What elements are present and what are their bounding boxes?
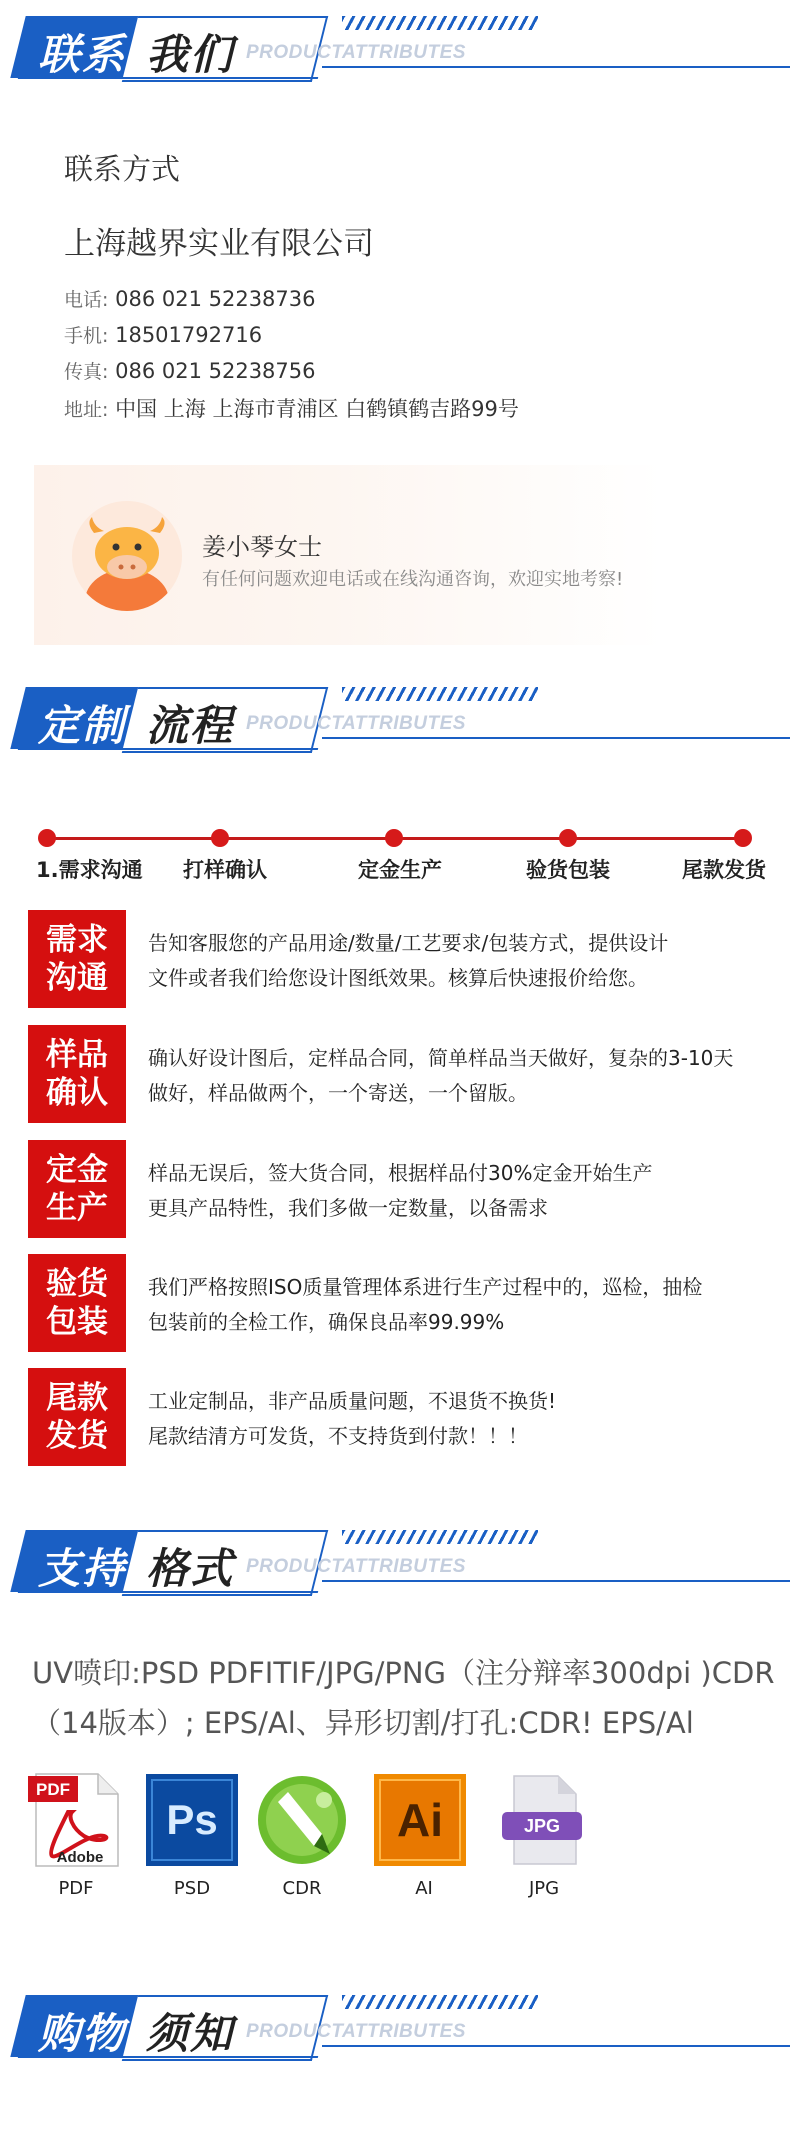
process-timeline bbox=[0, 820, 790, 900]
timeline-dot bbox=[38, 829, 56, 847]
section-title-part1: 联系 bbox=[38, 30, 127, 79]
coreldraw-icon bbox=[254, 1772, 350, 1868]
fax-value: 086 021 52238756 bbox=[115, 359, 316, 383]
step-badge-line2: 生产 bbox=[46, 1190, 108, 1226]
step-text-line1: 确认好设计图后，定样品合同，简单样品当天做好，复杂的3-10天 bbox=[148, 1046, 734, 1070]
section-title-part2: 我们 bbox=[146, 30, 235, 79]
mobile-value: 18501792716 bbox=[115, 323, 263, 347]
timeline-label: 打样确认 bbox=[183, 858, 267, 882]
section-title-part1: 购物 bbox=[38, 2009, 127, 2058]
jpg-icon bbox=[496, 1772, 592, 1868]
company-name: 上海越界实业有限公司 bbox=[64, 226, 374, 262]
psd-badge-text: Ps bbox=[166, 1796, 218, 1843]
photoshop-icon bbox=[144, 1772, 240, 1868]
header-stripes bbox=[342, 1995, 538, 2009]
step-text-line2: 更具产品特性，我们多做一定数量，以备需求 bbox=[148, 1196, 548, 1220]
avatar bbox=[72, 501, 182, 611]
header-rule bbox=[322, 1580, 790, 1582]
step-text-line1: 告知客服您的产品用途/数量/工艺要求/包装方式，提供设计 bbox=[148, 931, 669, 955]
timeline-label: 1.需求沟通 bbox=[36, 858, 143, 882]
step-badge bbox=[28, 1140, 126, 1238]
format-label-psd: PSD bbox=[173, 1878, 211, 1899]
header-rule bbox=[322, 737, 790, 739]
phone-label: 电话: bbox=[64, 289, 109, 311]
jpg-badge-text: JPG bbox=[523, 1816, 561, 1836]
mobile-row bbox=[64, 321, 262, 348]
step-text bbox=[148, 1384, 556, 1454]
step-text-line2: 包装前的全检工作，确保良品率99.99% bbox=[148, 1310, 505, 1334]
step-text bbox=[148, 1041, 733, 1111]
step-item bbox=[28, 1254, 768, 1352]
step-badge-line2: 沟通 bbox=[46, 960, 108, 996]
step-badge-line2: 包装 bbox=[46, 1304, 108, 1340]
contact-desc: 有任何问题欢迎电话或在线沟通咨询，欢迎实地考察! bbox=[202, 569, 624, 590]
timeline-dot bbox=[211, 829, 229, 847]
format-label-ai: AI bbox=[415, 1878, 433, 1899]
step-text-line2: 尾款结清方可发货，不支持货到付款！！！ bbox=[148, 1424, 528, 1448]
header-stripes bbox=[342, 1530, 538, 1544]
contact-name: 姜小琴女士 bbox=[202, 533, 322, 561]
ox-mascot-icon bbox=[72, 501, 182, 611]
header-stripes bbox=[342, 687, 538, 701]
section-subtitle: PRODUCTATTRIBUTES bbox=[246, 42, 466, 63]
step-text-line1: 工业定制品，非产品质量问题，不退货不换货! bbox=[148, 1389, 557, 1413]
section-header-shopping bbox=[0, 1985, 790, 2080]
step-item bbox=[28, 1025, 768, 1123]
mobile-label: 手机: bbox=[64, 325, 109, 347]
step-item bbox=[28, 1368, 768, 1466]
header-rule bbox=[322, 2045, 790, 2047]
step-text-line2: 做好，样品做两个，一个寄送，一个留版。 bbox=[148, 1081, 528, 1105]
section-subtitle: PRODUCTATTRIBUTES bbox=[246, 2021, 466, 2042]
step-badge bbox=[28, 1254, 126, 1352]
timeline-label: 尾款发货 bbox=[682, 858, 766, 882]
step-badge-line1: 需求 bbox=[46, 922, 108, 958]
address-value: 中国 上海 上海市青浦区 白鹤镇鹤吉路99号 bbox=[115, 397, 519, 421]
formats-text bbox=[32, 1648, 774, 1748]
fax-label: 传真: bbox=[64, 361, 109, 383]
pdf-brand-text: Adobe bbox=[56, 1849, 104, 1866]
step-badge-line1: 验货 bbox=[46, 1266, 108, 1302]
step-badge-line1: 定金 bbox=[46, 1152, 108, 1188]
section-subtitle: PRODUCTATTRIBUTES bbox=[246, 1556, 466, 1577]
step-text bbox=[148, 1156, 652, 1226]
section-header-process bbox=[0, 677, 790, 772]
header-stripes bbox=[342, 16, 538, 30]
timeline-label: 验货包装 bbox=[526, 858, 610, 882]
timeline-label: 定金生产 bbox=[358, 858, 442, 882]
step-text bbox=[148, 926, 668, 996]
section-subtitle: PRODUCTATTRIBUTES bbox=[246, 713, 466, 734]
phone-value: 086 021 52238736 bbox=[115, 287, 316, 311]
step-text-line1: 样品无误后，签大货合同，根据样品付30%定金开始生产 bbox=[148, 1161, 653, 1185]
step-badge bbox=[28, 1368, 126, 1466]
pdf-badge-text: PDF bbox=[36, 1780, 70, 1799]
step-badge bbox=[28, 1025, 126, 1123]
pdf-icon bbox=[28, 1772, 124, 1868]
timeline-dot bbox=[734, 829, 752, 847]
step-item bbox=[28, 910, 768, 1008]
step-item bbox=[28, 1140, 768, 1238]
section-title-part2: 流程 bbox=[146, 701, 235, 750]
step-badge bbox=[28, 910, 126, 1008]
format-label-cdr: CDR bbox=[282, 1878, 322, 1899]
step-text-line2: 文件或者我们给您设计图纸效果。核算后快速报价给您。 bbox=[148, 966, 648, 990]
section-header-support bbox=[0, 1520, 790, 1615]
format-label-pdf: PDF bbox=[58, 1878, 94, 1899]
fax-row bbox=[64, 357, 316, 384]
step-text-line1: 我们严格按照ISO质量管理体系进行生产过程中的，巡检，抽检 bbox=[148, 1275, 703, 1299]
step-badge-line1: 尾款 bbox=[46, 1380, 108, 1416]
illustrator-icon bbox=[372, 1772, 468, 1868]
step-badge-line2: 发货 bbox=[46, 1418, 108, 1454]
section-title-part2: 须知 bbox=[146, 2009, 235, 2058]
step-text bbox=[148, 1270, 702, 1340]
section-title-part1: 定制 bbox=[38, 701, 127, 750]
phone-row bbox=[64, 285, 316, 312]
timeline-dot bbox=[559, 829, 577, 847]
contact-title: 联系方式 bbox=[64, 152, 181, 186]
section-header-contact bbox=[0, 6, 790, 101]
formats-line2: （14版本）; EPS/Al、异形切割/打孔:CDR! EPS/Al bbox=[32, 1706, 694, 1740]
format-label-jpg: JPG bbox=[528, 1878, 560, 1899]
address-row bbox=[64, 393, 519, 423]
ai-badge-text: Ai bbox=[397, 1794, 443, 1846]
step-badge-line2: 确认 bbox=[46, 1075, 108, 1111]
header-rule bbox=[322, 66, 790, 68]
section-title-part1: 支持 bbox=[38, 1544, 127, 1593]
contact-card bbox=[34, 465, 774, 645]
address-label: 地址: bbox=[64, 399, 109, 421]
formats-line1: UV喷印:PSD PDFITIF/JPG/PNG（注分辩率300dpi )CDR bbox=[32, 1656, 775, 1690]
timeline-dot bbox=[385, 829, 403, 847]
step-badge-line1: 样品 bbox=[46, 1037, 108, 1073]
section-title-part2: 格式 bbox=[146, 1544, 235, 1593]
